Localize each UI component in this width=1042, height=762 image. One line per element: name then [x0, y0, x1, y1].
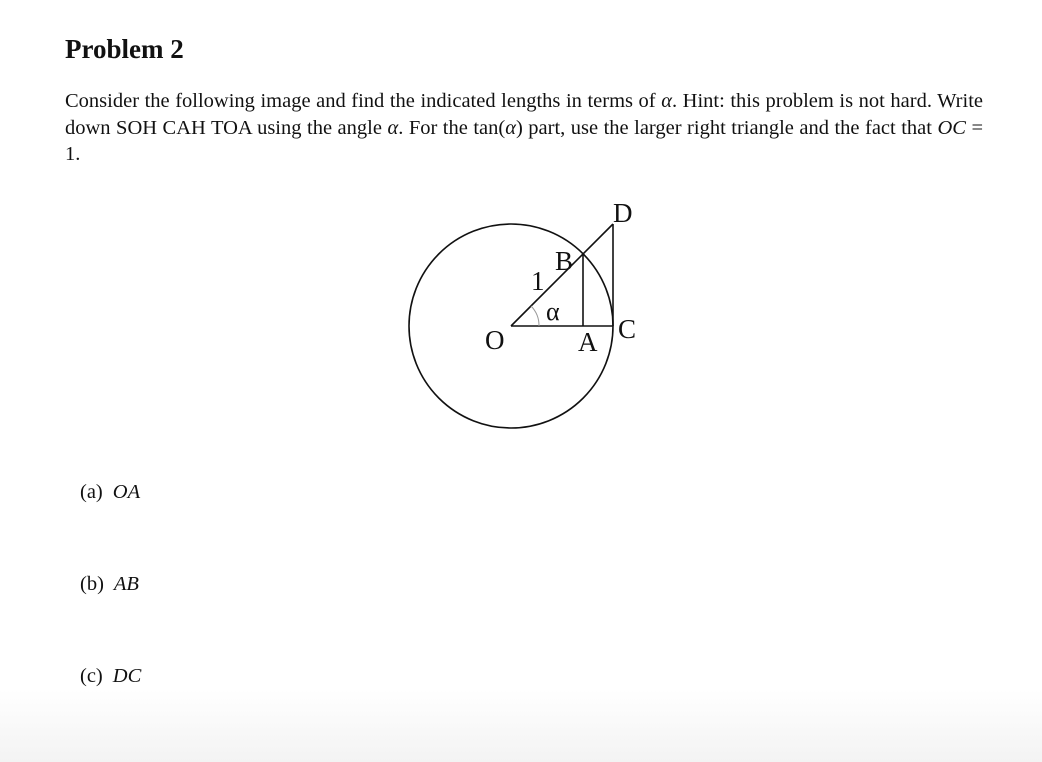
angle-arc: [531, 306, 539, 326]
part-b: [80, 573, 139, 596]
label-C: C: [618, 314, 637, 344]
part-label: (a): [80, 481, 103, 503]
intro-text-2: . Hint: this problem is not hard. Write down SOH CAH TOA using the angle: [65, 90, 983, 139]
label-A: A: [578, 327, 598, 357]
page-title: Problem 2: [65, 34, 184, 64]
part-a: [80, 481, 140, 504]
oc-segment: OC: [937, 116, 966, 139]
part-expression: AB: [113, 573, 139, 595]
label-O: O: [485, 325, 505, 355]
intro-text-1: Consider the following image and find the indicated lengths in terms of: [65, 90, 656, 112]
part-expression: DC: [112, 665, 142, 687]
label-radius: 1: [531, 266, 545, 296]
label-alpha: α: [546, 297, 560, 326]
part-c: [80, 665, 141, 688]
unit-circle-diagram: [400, 192, 670, 442]
label-D: D: [613, 198, 633, 228]
problem-statement: [65, 88, 983, 168]
part-expression: OA: [112, 481, 141, 503]
part-label: (c): [80, 665, 103, 687]
alpha-symbol: α: [387, 116, 399, 139]
label-B: B: [555, 246, 574, 276]
intro-text-4: ) part, use the larger right triangle and the fact that: [515, 116, 932, 139]
intro-text-5: = 1.: [65, 116, 984, 165]
part-label: (b): [80, 573, 104, 595]
alpha-symbol: α: [661, 90, 672, 112]
intro-text-3: . For the tan(: [398, 116, 506, 139]
alpha-symbol: α: [505, 116, 516, 139]
